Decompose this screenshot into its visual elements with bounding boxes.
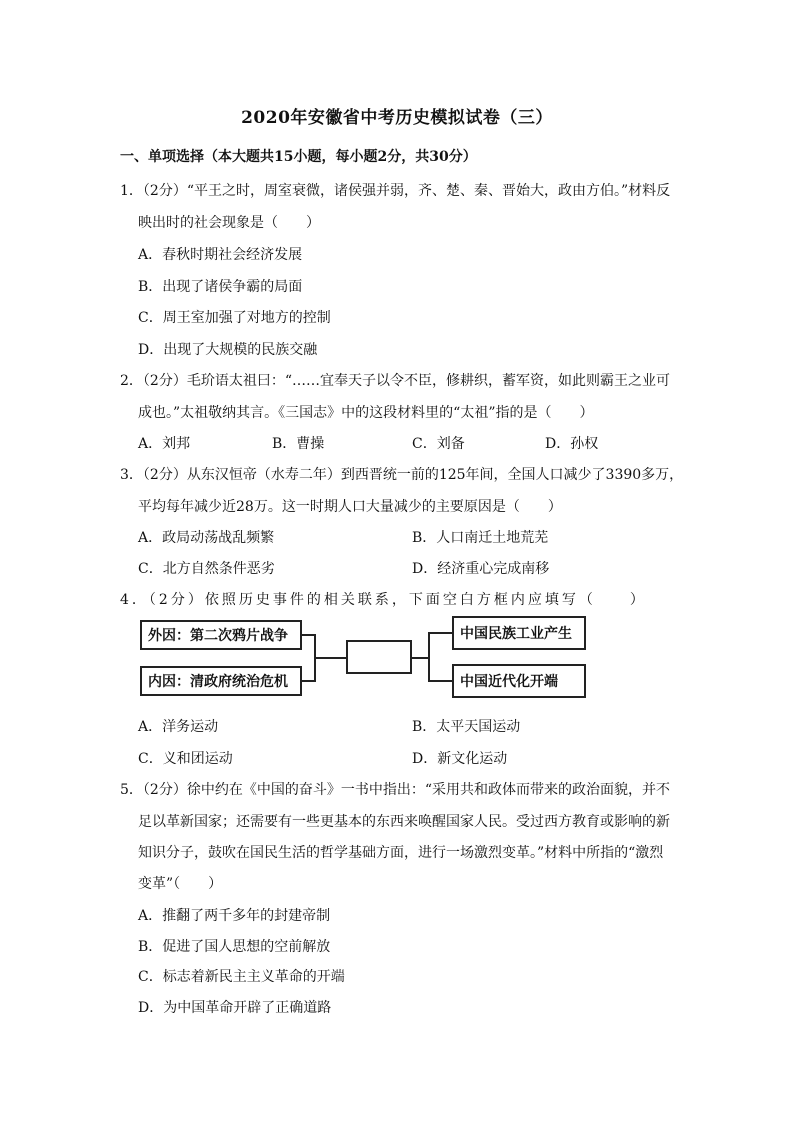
q1-option-b: B．出现了诸侯争霸的局面 bbox=[138, 279, 303, 295]
q3-stem-line1: 3．（2分）从东汉恒帝（水寿二年）到西晋统一前的125年间，全国人口减少了3390多万， bbox=[120, 467, 684, 483]
q5-option-b: B．促进了国人思想的空前解放 bbox=[138, 939, 331, 955]
diagram-box-modernization-start: 中国近代化开端 bbox=[452, 664, 586, 698]
connector bbox=[428, 680, 452, 682]
diagram-box-external-cause: 外因：第二次鸦片战争 bbox=[140, 620, 302, 650]
q4-option-b: B．太平天国运动 bbox=[412, 719, 521, 735]
q4-option-a: A．洋务运动 bbox=[138, 719, 219, 735]
q2-stem-line1: 2．（2分）毛玠语太祖曰：“……宜奉天子以令不臣，修耕织，蓄军资，如此则霸王之业可 bbox=[120, 373, 670, 389]
q5-stem-line2: 足以革新国家；还需要有一些更基本的东西来唤醒国家人民。受过西方教育或影响的新 bbox=[138, 814, 670, 830]
q4-diagram bbox=[140, 612, 590, 702]
q5-option-a: A．推翻了两千多年的封建帝制 bbox=[138, 908, 331, 924]
diagram-box-national-industry: 中国民族工业产生 bbox=[452, 616, 586, 650]
connector bbox=[314, 657, 346, 659]
diagram-blank-box bbox=[346, 640, 412, 674]
q4-option-d: D．新文化运动 bbox=[412, 751, 508, 767]
connector bbox=[302, 634, 314, 636]
q2-option-a: A．刘邦 bbox=[138, 436, 191, 452]
q2-stem-line2: 成也。”太祖敬纳其言。《三国志》中的这段材料里的“太祖”指的是（ ） bbox=[138, 405, 594, 421]
q2-option-c: C．刘备 bbox=[412, 436, 465, 452]
connector bbox=[412, 657, 428, 659]
q5-stem-line1: 5．（2分）徐中约在《中国的奋斗》一书中指出：“采用共和政体而带来的政治面貌，并不 bbox=[120, 782, 670, 798]
q5-stem-line3: 知识分子，鼓吹在国民生活的哲学基础方面，进行一场激烈变革。”材料中所指的“激烈 bbox=[138, 845, 664, 861]
connector bbox=[302, 680, 314, 682]
q1-option-a: A．春秋时期社会经济发展 bbox=[138, 247, 303, 263]
diagram-box-internal-cause: 内因：清政府统治危机 bbox=[140, 666, 302, 696]
q1-stem-line2: 映出时的社会现象是（ ） bbox=[138, 215, 320, 231]
q5-option-c: C．标志着新民主主义革命的开端 bbox=[138, 969, 345, 985]
exam-title: 2020年安徽省中考历史模拟试卷（三） bbox=[241, 108, 553, 128]
q3-option-d: D．经济重心完成南移 bbox=[412, 561, 550, 577]
q2-option-d: D．孙权 bbox=[545, 436, 599, 452]
q1-stem-line1: 1．（2分）“平王之时，周室衰微，诸侯强并弱，齐、楚、秦、晋始大，政由方伯。”材料反 bbox=[120, 183, 671, 199]
q1-option-d: D．出现了大规模的民族交融 bbox=[138, 342, 318, 358]
q1-option-c: C．周王室加强了对地方的控制 bbox=[138, 310, 331, 326]
q3-stem-line2: 平均每年减少近28万。这一时期人口大量减少的主要原因是（ ） bbox=[138, 499, 562, 515]
q4-stem-line1: 4．（2分）依照历史事件的相关联系，下面空白方框内应填写（ ） bbox=[120, 592, 647, 608]
q3-option-c: C．北方自然条件恶劣 bbox=[138, 561, 275, 577]
q2-option-b: B．曹操 bbox=[272, 436, 325, 452]
q5-option-d: D．为中国革命开辟了正确道路 bbox=[138, 1000, 332, 1016]
q5-stem-line4: 变革”（ ） bbox=[138, 876, 223, 892]
section-heading: 一、单项选择（本大题共15小题，每小题2分，共30分） bbox=[120, 149, 477, 165]
connector bbox=[428, 632, 452, 634]
connector bbox=[428, 632, 430, 682]
q3-option-a: A．政局动荡战乱频繁 bbox=[138, 530, 275, 546]
q3-option-b: B．人口南迁土地荒芜 bbox=[412, 530, 549, 546]
q4-option-c: C．义和团运动 bbox=[138, 751, 233, 767]
